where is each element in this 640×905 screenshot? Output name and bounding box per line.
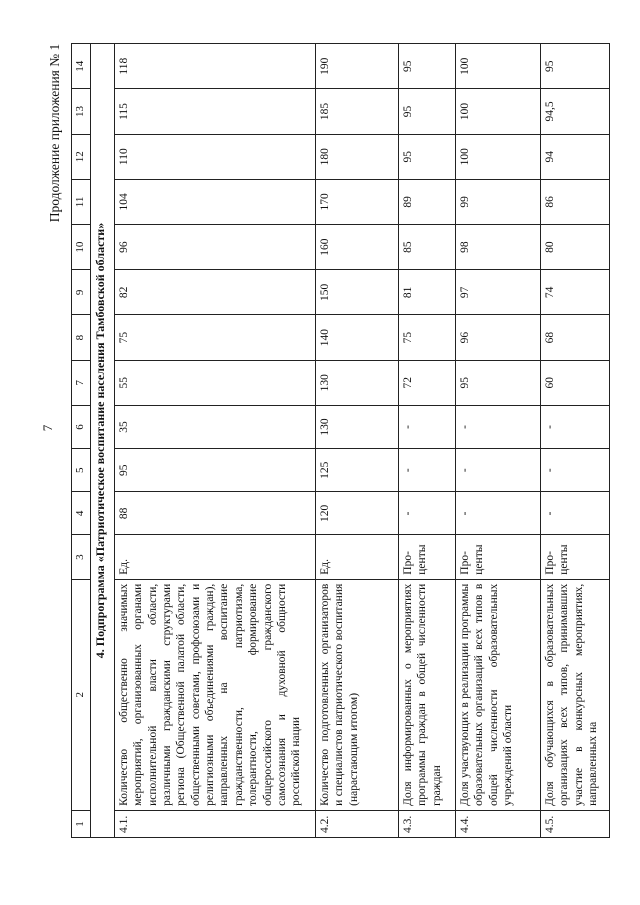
- col-num: 2: [72, 579, 91, 810]
- row-number: 4.2.: [315, 810, 398, 837]
- col-num: 7: [72, 360, 91, 405]
- value-cell: 190: [315, 44, 398, 89]
- table-row: [114, 44, 315, 838]
- row-number: 4.4.: [455, 810, 540, 837]
- rotated-table-container: [71, 43, 603, 838]
- value-cell: 55: [114, 360, 315, 405]
- value-cell: 35: [114, 405, 315, 448]
- value-cell: 95: [398, 44, 455, 89]
- value-cell: 170: [315, 179, 398, 224]
- col-num: 3: [72, 535, 91, 579]
- col-num: 13: [72, 89, 91, 134]
- value-cell: 100: [455, 134, 540, 179]
- value-cell: 80: [540, 225, 609, 270]
- value-cell: 72: [398, 360, 455, 405]
- col-num: 12: [72, 134, 91, 179]
- value-cell: 95: [398, 89, 455, 134]
- value-cell: 96: [114, 225, 315, 270]
- value-cell: -: [398, 449, 455, 492]
- value-cell: 98: [455, 225, 540, 270]
- value-cell: 82: [114, 270, 315, 315]
- value-cell: 100: [455, 89, 540, 134]
- value-cell: 75: [114, 315, 315, 360]
- value-cell: 130: [315, 405, 398, 448]
- value-cell: -: [398, 492, 455, 535]
- table-row: [540, 44, 609, 838]
- table-row: [455, 44, 540, 838]
- unit-cell: Про- центы: [398, 535, 455, 579]
- indicator-text: Доля участвующих в реализации программы образовательных организаций всех типов в общей численности образовательных учреждений области: [455, 579, 540, 810]
- value-cell: -: [455, 449, 540, 492]
- running-title: Продолжение приложения № 1: [47, 43, 62, 223]
- indicator-text: Доля обучающихся в образовательных организациях всех типов, принимавших участие в конкурсных мероприятиях, направленных на: [540, 579, 609, 810]
- value-cell: 95: [398, 134, 455, 179]
- value-cell: 89: [398, 179, 455, 224]
- value-cell: 86: [540, 179, 609, 224]
- value-cell: -: [540, 449, 609, 492]
- col-num: 9: [72, 270, 91, 315]
- section-title: 4. Подпрограмма «Патриотическое воспитание населения Тамбовской области»: [90, 44, 114, 838]
- value-cell: 160: [315, 225, 398, 270]
- unit-cell: Про- центы: [540, 535, 609, 579]
- value-cell: 95: [114, 449, 315, 492]
- value-cell: 68: [540, 315, 609, 360]
- value-cell: 94: [540, 134, 609, 179]
- value-cell: 130: [315, 360, 398, 405]
- value-cell: 140: [315, 315, 398, 360]
- value-cell: 99: [455, 179, 540, 224]
- unit-cell: Ед.: [114, 535, 315, 579]
- value-cell: 88: [114, 492, 315, 535]
- value-cell: 115: [114, 89, 315, 134]
- col-num: 4: [72, 492, 91, 535]
- value-cell: 150: [315, 270, 398, 315]
- value-cell: 185: [315, 89, 398, 134]
- value-cell: 97: [455, 270, 540, 315]
- value-cell: 118: [114, 44, 315, 89]
- col-num: 14: [72, 44, 91, 89]
- page-number: 7: [40, 424, 55, 432]
- indicator-text: Доля информированных о мероприятиях программы граждан в общей численности граждан: [398, 579, 455, 810]
- unit-cell: Ед.: [315, 535, 398, 579]
- col-num: 6: [72, 405, 91, 448]
- col-num: 11: [72, 179, 91, 224]
- value-cell: -: [398, 405, 455, 448]
- indicators-table: [71, 43, 610, 838]
- value-cell: 104: [114, 179, 315, 224]
- value-cell: 85: [398, 225, 455, 270]
- col-num: 8: [72, 315, 91, 360]
- value-cell: 95: [540, 44, 609, 89]
- value-cell: 94,5: [540, 89, 609, 134]
- value-cell: 74: [540, 270, 609, 315]
- value-cell: -: [455, 405, 540, 448]
- row-number: 4.1.: [114, 810, 315, 837]
- unit-cell: Про- центы: [455, 535, 540, 579]
- value-cell: 100: [455, 44, 540, 89]
- row-number: 4.3.: [398, 810, 455, 837]
- value-cell: 81: [398, 270, 455, 315]
- value-cell: 180: [315, 134, 398, 179]
- section-row: [90, 44, 114, 838]
- col-num: 1: [72, 810, 91, 837]
- value-cell: 110: [114, 134, 315, 179]
- col-num: 10: [72, 225, 91, 270]
- value-cell: 60: [540, 360, 609, 405]
- value-cell: -: [455, 492, 540, 535]
- value-cell: 75: [398, 315, 455, 360]
- value-cell: 125: [315, 449, 398, 492]
- value-cell: 120: [315, 492, 398, 535]
- value-cell: -: [540, 405, 609, 448]
- col-num: 5: [72, 449, 91, 492]
- table-row: [315, 44, 398, 838]
- indicator-text: Количество общественно значимых мероприятий, организованных органами исполнительной власти области, различными гражданскими структурами региона (Общественной палатой области, общественными советами, профсоюзами и религиозными объединениями граждан), направленных на воспитание гражданственности, патриотизма, толерантности, формирование общероссийского гражданского самосознания и духовной общности российской нации: [114, 579, 315, 810]
- row-number: 4.5.: [540, 810, 609, 837]
- column-number-row: [72, 44, 91, 838]
- value-cell: -: [540, 492, 609, 535]
- value-cell: 96: [455, 315, 540, 360]
- indicator-text: Количество подготовленных организаторов и специалистов патриотического воспитания (нарастающим итогом): [315, 579, 398, 810]
- table-row: [398, 44, 455, 838]
- value-cell: 95: [455, 360, 540, 405]
